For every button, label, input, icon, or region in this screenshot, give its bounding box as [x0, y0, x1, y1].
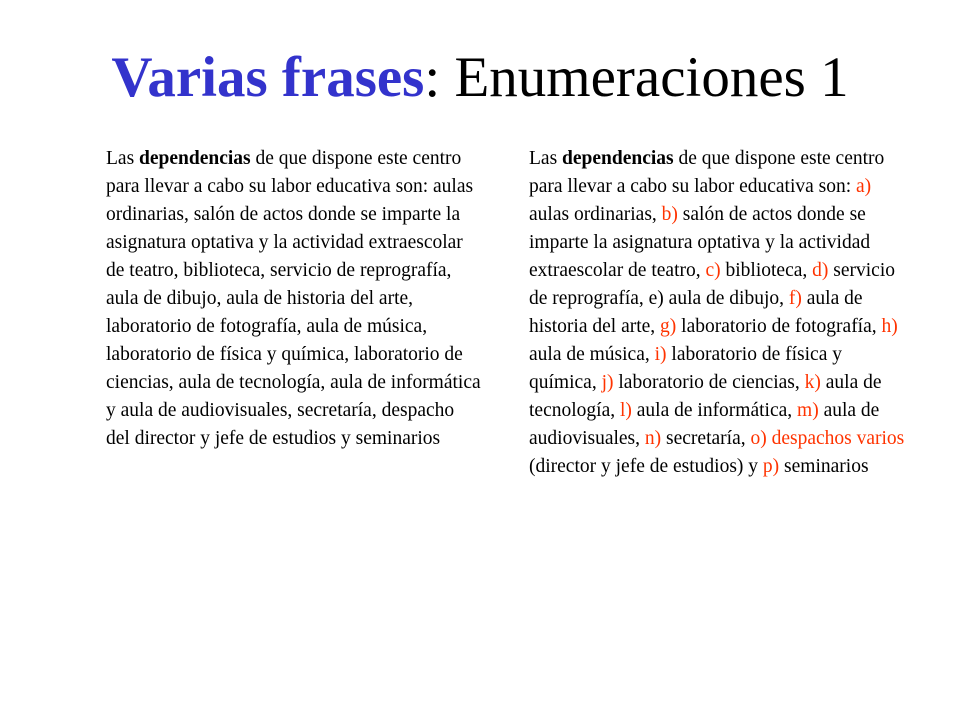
slide-title-emphasis: Varias frases: [111, 46, 425, 109]
enumeration-marker-c: c): [705, 260, 721, 281]
enumeration-item-k: aula de tecnología,: [529, 372, 882, 421]
enumeration-marker-i: i): [654, 344, 667, 365]
enumeration-marker-k: k): [804, 372, 821, 393]
enumeration-item-f: aula de historia del arte,: [529, 288, 863, 337]
enumeration-marker-g: g): [660, 316, 677, 337]
enumeration-item-g: laboratorio de fotografía,: [676, 316, 882, 337]
enumeration-item-d: servicio de reprografía, e) aula de dibujo,: [529, 260, 896, 309]
left-intro: Las: [106, 148, 140, 169]
enumeration-item-c: biblioteca,: [720, 260, 813, 281]
right-column-paragraph: [529, 145, 914, 481]
enumeration-marker-m: m): [797, 400, 819, 421]
slide-title: [0, 44, 960, 112]
enumeration-marker-d: d): [812, 260, 829, 281]
enumeration-item-a: aulas ordinarias,: [529, 204, 662, 225]
right-lead: de que dispone este centro para llevar a cabo su labor educativa son:: [529, 148, 885, 197]
enumeration-marker-b: b): [661, 204, 678, 225]
enumeration-item-o: (director y jefe de estudios) y: [529, 456, 763, 477]
enumeration-marker-j: j): [601, 372, 614, 393]
enumeration-item-i: laboratorio de física y química,: [529, 344, 842, 393]
enumeration-marker-h: h): [881, 316, 898, 337]
enumeration-marker-o: o) despachos varios: [750, 428, 905, 449]
left-column-paragraph: [106, 145, 481, 453]
enumeration-item-l: aula de informática,: [631, 400, 798, 421]
enumeration-item-j: laboratorio de ciencias,: [613, 372, 805, 393]
enumeration-item-n: secretaría,: [661, 428, 751, 449]
enumeration-marker-a: a): [856, 176, 872, 197]
enumeration-item-p: seminarios: [779, 456, 869, 477]
enumeration-marker-f: f): [788, 288, 802, 309]
right-keyword: dependencias: [562, 148, 674, 169]
left-keyword: dependencias: [139, 148, 251, 169]
right-intro: Las: [529, 148, 563, 169]
enumeration-item-m: aula de audiovisuales,: [529, 400, 880, 449]
enumeration-marker-n: n): [644, 428, 662, 449]
enumeration-item-b: salón de actos donde se imparte la asignatura optativa y la actividad extraescolar de teatro,: [529, 204, 871, 281]
enumeration-marker-p: p): [762, 456, 780, 477]
enumeration-marker-l: l): [619, 400, 632, 421]
slide-title-rest: : Enumeraciones 1: [424, 46, 849, 109]
left-body: de que dispone este centro para llevar a cabo su labor educativa son: aulas ordinarias, salón de actos donde se imparte la asignatura optativa y la actividad extraescolar de teatro, biblioteca, servicio de reprografía, aula de dibujo, aula de historia del arte, laboratorio de fotografía, aula de música, laboratorio de física y química, laboratorio de ciencias, aula de tecnología, aula de informática y aula de audiovisuales, secretaría, despacho del director y jefe de estudios y seminarios: [106, 148, 481, 449]
enumeration-item-h: aula de música,: [529, 344, 655, 365]
